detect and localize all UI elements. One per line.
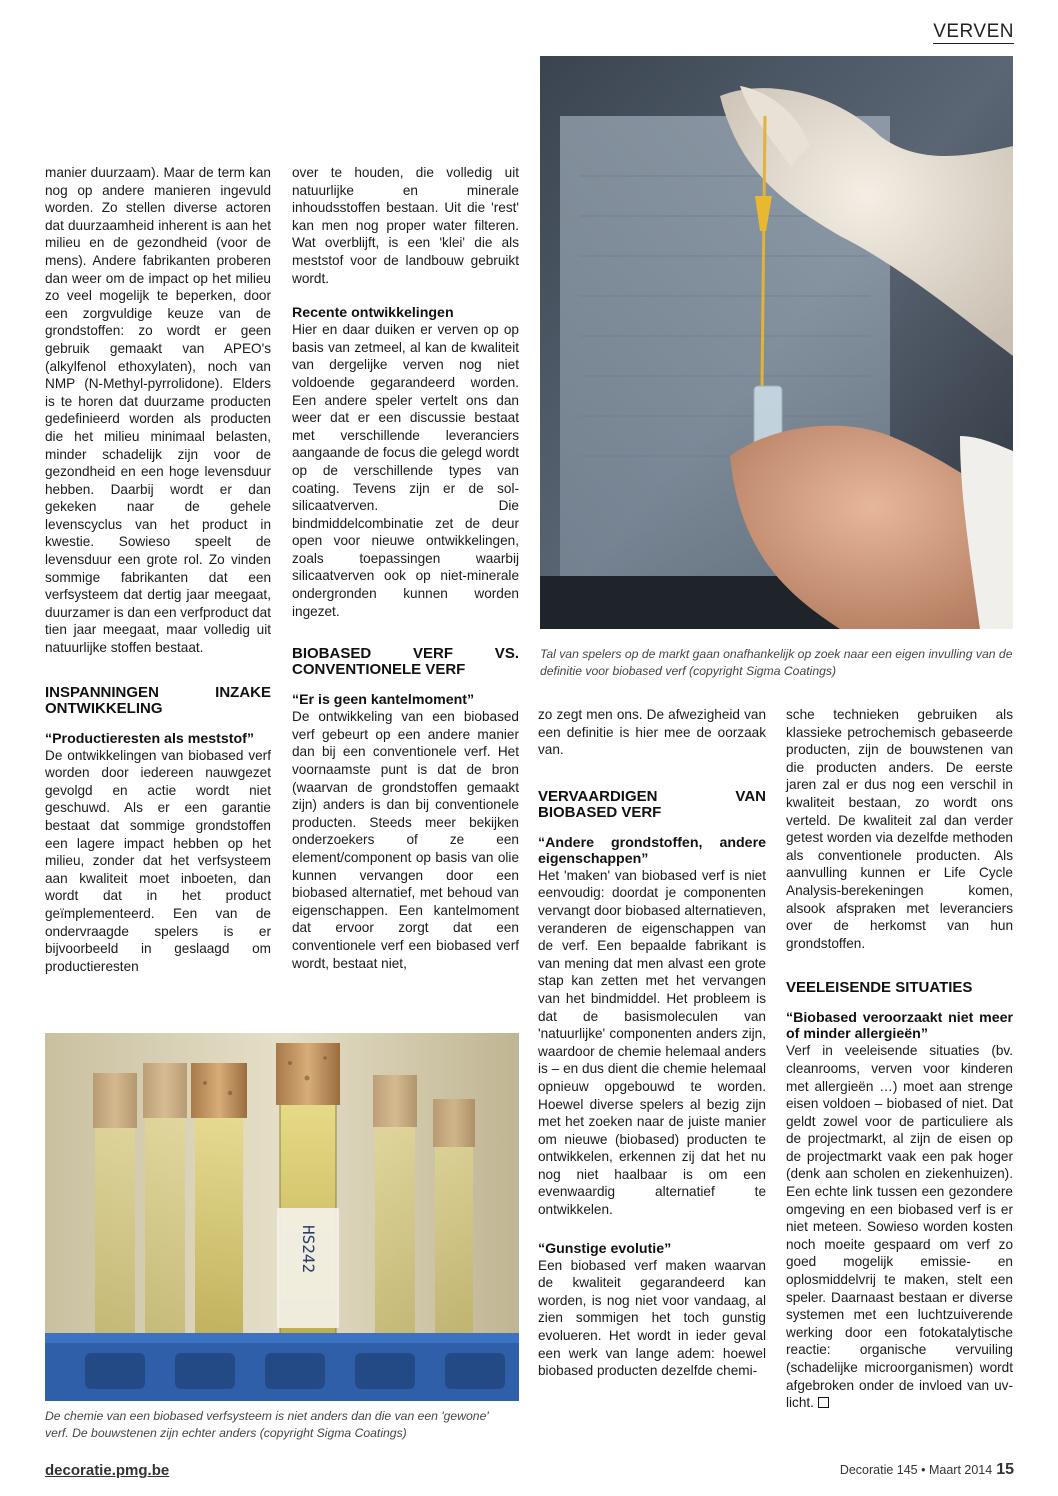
page-number: 15 [996, 1461, 1014, 1478]
caption-bottom-photo: De chemie van een biobased verfsysteem is niet anders dan die van een 'gewone' verf. De bouwstenen zijn echter anders (copyright Sigma Coatings) [45, 1409, 489, 1440]
col2-paragraph-3: De ontwikkeling van een biobased verf gebeurt op een andere manier dan bij een conventionele verf. Het voornaamste punt is dat de bron (waarvan de grondstoffen gemaakt zijn) anders is dan bij conventionele producten. Steeds meer bekijken onderzoekers of ze een element/component op basis van olie kunnen vervangen door een biobased alternatief, met behoud van eigenschappen. Een kantelmoment dat ervoor zorgt dat een conventionele verf een biobased verf wordt, bestaat niet, [292, 709, 519, 971]
test-tubes-illustration [45, 1033, 519, 1401]
col2-paragraph-1: over te houden, die volledig uit natuurlijke en minerale inhoudsstoffen bestaan. Uit die 'rest' kan men nog proper water filteren. Wat overblijft, is een 'klei' die als meststof voor de landbouw gebruikt wordt. [292, 165, 519, 286]
article-column-3 [538, 706, 766, 1380]
photo-pipette [540, 56, 1013, 629]
article-column-2 [292, 164, 519, 972]
col3-paragraph-1: zo zegt men ons. De afwezigheid van een definitie is hier mee de oorzaak van. [538, 707, 766, 758]
tube-label: HS242 [299, 1225, 318, 1274]
col4-heading: VEELEISENDE SITUATIES [786, 979, 973, 997]
footer-issue: Decoratie 145 • Maart 2014 [839, 1463, 993, 1477]
col1-subheading: “Productieresten als meststof” [45, 730, 254, 747]
col4-paragraph-2 [786, 1042, 1013, 1411]
footer-website-link[interactable]: decoratie.pmg.be [45, 1462, 170, 1479]
caption-top-photo: Tal van spelers op de markt gaan onafhankelijk op zoek naar een eigen invulling van de definitie voor biobased verf (copyright Sigma Coatings) [540, 647, 1013, 678]
col3-paragraph-2: Het 'maken' van biobased verf is niet eenvoudig: doordat je componenten vervangt door biobased alternatieven, veranderen de eigenschappen van de verf. Een bepaalde fabrikant is van mening dat men alvast een grote stap kan zetten met het vervangen van het bindmiddel. Het probleem is dat de basismoleculen van 'natuurlijke' componenten anders zijn, waardoor de chemie helemaal anders is – en dus dient die chemie helemaal opnieuw opgebouwd te worden. Hoewel diverse spelers al bezig zijn met het zoeken naar de juiste manier om nieuwe (biobased) producten te ontwikkelen, erkennen zij dat het nu nog niet haalbaar is om een evenwaardig alternatief te ontwikkelen. [538, 867, 766, 1218]
pipette-illustration [540, 56, 1013, 629]
col4-subheading: “Biobased veroorzaakt niet meer of minder allergieën” [786, 1010, 1013, 1043]
article-column-1 [45, 164, 271, 975]
col2-subheading-2: “Er is geen kantelmoment” [292, 692, 475, 709]
col3-subheading-2: “Gunstige evolutie” [538, 1240, 672, 1257]
section-tag: VERVEN [933, 21, 1014, 42]
col4-paragraph-1: sche technieken gebruiken als klassieke petrochemisch gebaseerde producten, zijn de bouwstenen van die producten anders. De eerste jaren zal er dus nog een verschil in kwaliteit bestaan, zo wordt ons verteld. De kwaliteit zal dan verder getest worden via dezelfde methoden als conventionele producten. Als aanvulling kunnen er Life Cycle Analysis-berekeningen komen, alsook afspraken met leveranciers over de herkomst van hun grondstoffen. [786, 707, 1013, 951]
col3-paragraph-3: Een biobased verf maken waarvan de kwaliteit gegarandeerd kan worden, is nog niet voor vandaag, al zien sommigen het toch gunstig evolueren. Het wordt in ieder geval een werk van lange adem: hoewel biobased producten dezelfde chemi- [538, 1257, 766, 1379]
col3-subheading-1: “Andere grondstoffen, andere eigenschappen” [538, 834, 766, 867]
photo-test-tubes [45, 1033, 519, 1401]
col4-paragraph-2-text: Verf in veeleisende situaties (bv. cleanrooms, verven voor kinderen met allergieën …) moet aan strenge eisen voldoen – biobased of niet. Dat geldt zowel voor de particuliere als de projectmarkt, al zijn de eisen op de projectmarkt vaak een pak hoger (denk aan scholen en ziekenhuizen). Een echte link tussen een gezondere omgeving en een biobased verf is er niet meteen. Sowieso worden kosten noch moeite gespaard om verf zo goed mogelijk emissie- en oplosmiddelvrij te maken, stelt een speler. Daarnaast bestaan er diverse systemen met een luchtzuiverende werking door een fotokatalytische reactie: organische vervuiling (schadelijke microorganismen) wordt afgebroken onder de invloed van uv-licht. [786, 1043, 1013, 1411]
col3-heading: VERVAARDIGEN VAN BIOBASED VERF [538, 787, 766, 821]
col1-paragraph-2: De ontwikkelingen van biobased verf worden door iedereen nauwgezet gevolgd en actie wordt niet geschuwd. Als er een garantie bestaat dat sommige grondstoffen een lagere impact hebben op het milieu, zonder dat het verfsysteem aan kwaliteit moet inboeten, dan wordt dat in het product geïmplementeerd. Een van de ondervraagde spelers is er bijvoorbeeld in geslaagd om productieresten [45, 747, 271, 974]
col2-heading: BIOBASED VERF VS. CONVENTIONELE VERF [292, 645, 519, 679]
end-of-article-icon [818, 1397, 829, 1408]
footer-issue-info [840, 1461, 1014, 1479]
article-column-4 [786, 706, 1013, 1412]
col2-paragraph-2: Hier en daar duiken er verven op op basis van zetmeel, al kan de kwaliteit van dergelijke verven nog niet voldoende gegarandeerd worden. Een andere speler vertelt ons dan weer dat er een discussie bestaat met verschillende leveranciers aangaande de focus die gelegd wordt op de verschillende types van coating. Tevens zijn er de sol-silicaatverven. Die bindmiddelcombinatie zet de deur open voor nieuwe ontwikkelingen, zoals toepassingen waarbij silicaatverven ook op niet-minerale ondergronden kunnen worden ingezet. [292, 322, 519, 619]
col1-paragraph-1: manier duurzaam). Maar de term kan nog op andere manieren ingevuld worden. Zo stellen diverse actoren dat duurzaamheid inherent is aan het milieu en de gezondheid (voor de mens). Andere fabrikanten proberen dan weer om de impact op het milieu zo veel mogelijk te beperken, door een zorgvuldige keuze van de grondstoffen: zo wordt er geen gebruik gemaakt van APEO's (alkylfenol ethoxylaten), noch van NMP (N-Methyl-pyrrolidone). Elders is te horen dat duurzame producten gedefinieerd worden als producten die het milieu minimaal belasten, minder schadelijk zijn voor de gezondheid en een hoge levensduur hebben. Daarbij wordt er dan gekeken naar de gehele levenscyclus van het product in kwestie. Sowieso speelt de levensduur een grote rol. Zo vinden sommige fabrikanten dat een verfsysteem dat dertig jaar meegaat, duurzamer is dan een verfproduct dat tien jaar meegaat, maar volledig uit natuurlijke stoffen bestaat. [45, 165, 271, 656]
col2-subheading-1: Recente ontwikkelingen [292, 305, 454, 322]
col1-heading: INSPANNINGEN INZAKE ONTWIKKELING [45, 683, 271, 717]
